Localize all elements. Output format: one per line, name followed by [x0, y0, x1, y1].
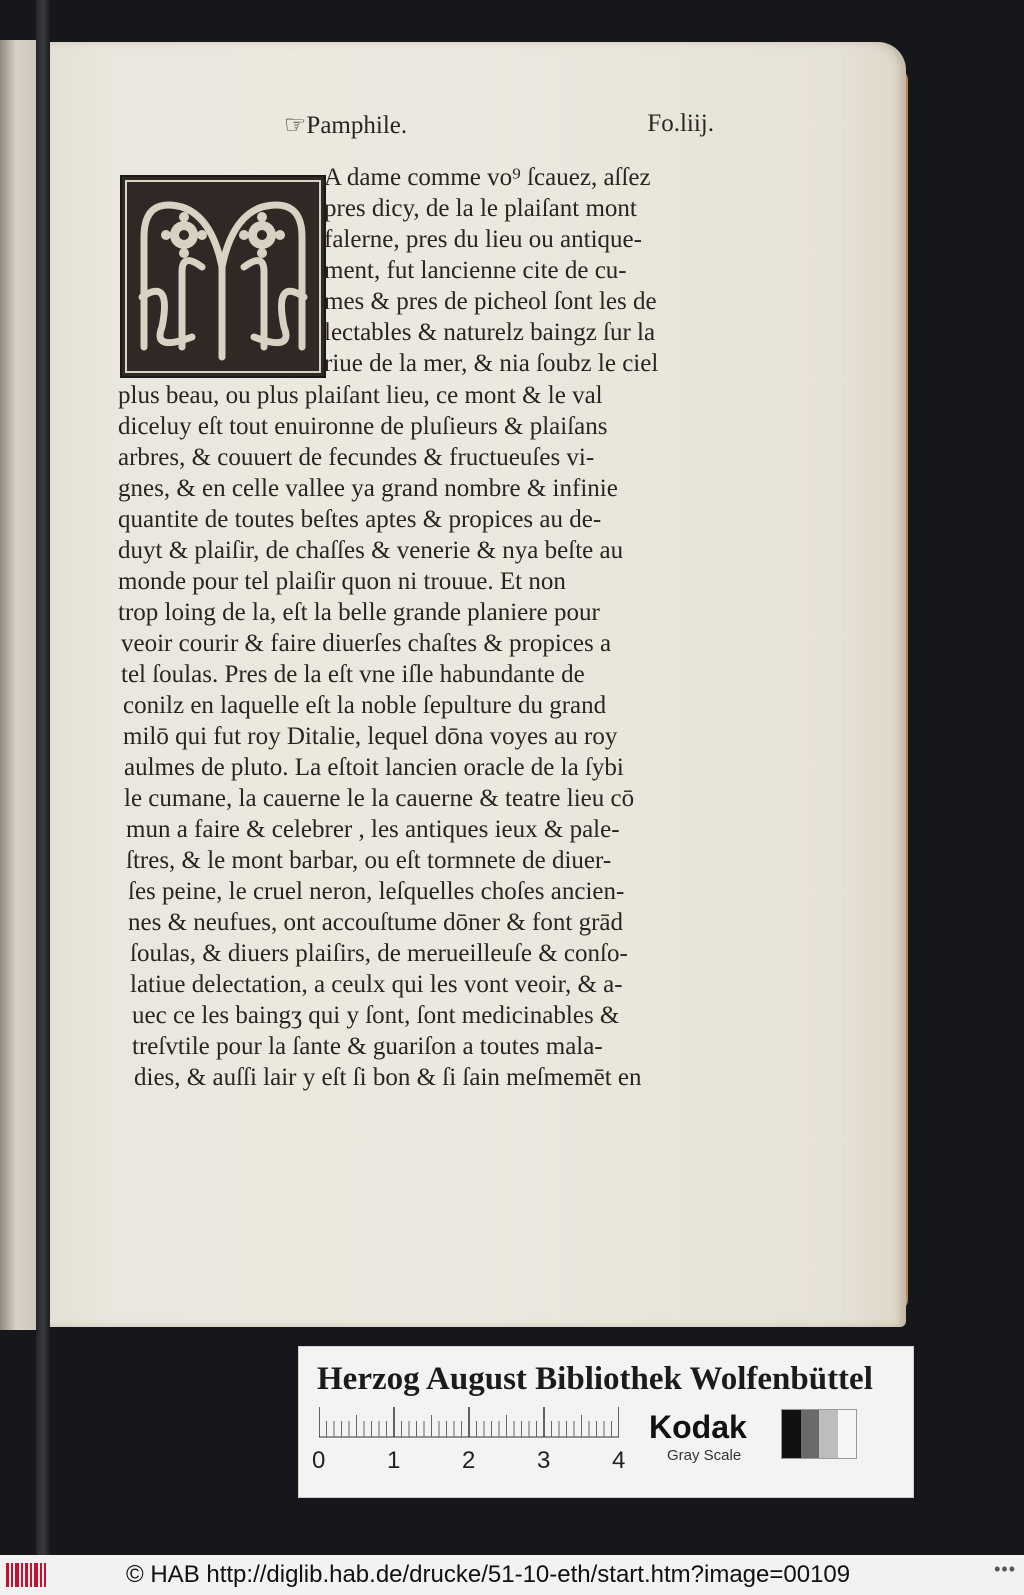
book-spine [36, 0, 50, 1555]
text-line: mun a faire & celebrer , les antiques ieux & pale- [126, 816, 620, 843]
text-line: trop loing de la, eſt la belle grande planiere pour [118, 599, 600, 626]
footer-credit-link[interactable]: © HAB http://diglib.hab.de/drucke/51-10-eth/start.htm?image=00109 [126, 1561, 851, 1588]
page-header [284, 110, 714, 150]
hab-barcode-logo-icon [4, 1559, 48, 1591]
text-line: ment, fut lancienne cite de cu- [324, 257, 627, 284]
text-line: lectables & naturelz baingz ſur la [324, 319, 656, 346]
text-line: A dame comme vo⁹ ſcauez, aſſez [324, 164, 651, 191]
text-line: pres dicy, de la le plaiſant mont [324, 195, 637, 222]
running-head: ☞Pamphile. [284, 112, 408, 139]
text-line: ſes peine, le cruel neron, leſquelles choſes ancien- [128, 878, 625, 905]
text-line: duyt & plaiſir, de chaſſes & venerie & nya beſte au [118, 537, 624, 564]
text-line: diceluy eſt tout enuironne de pluſieurs & plaiſans [118, 413, 608, 440]
text-line: milō qui fut roy Ditalie, lequel dōna voyes au roy [123, 723, 618, 750]
gray-patch [819, 1410, 838, 1458]
text-line: aulmes de pluto. La eſtoit lancien oracle de la ſybi [124, 754, 624, 781]
color-reference-card [298, 1346, 914, 1498]
gray-patches [781, 1409, 857, 1459]
text-line: arbres, & couuert de fecundes & fructueuſes vi- [118, 444, 595, 471]
text-line: treſvtile pour la ſante & guariſon a toutes mala- [132, 1033, 603, 1060]
ornament-initial-icon [122, 177, 324, 376]
text-line: le cumane, la cauerne le la cauerne & teatre lieu cō [124, 785, 635, 812]
text-line: riue de la mer, & nia ſoubz le ciel [324, 350, 659, 377]
text-line: conilz en laquelle eſt la noble ſepulture du grand [123, 692, 607, 719]
gray-scale-label: Gray Scale [667, 1447, 742, 1464]
text-line: veoir courir & faire diuerſes chaſtes & propices a [121, 630, 612, 657]
decorated-initial [120, 175, 326, 378]
pointing-hand-icon: ☞ [284, 112, 307, 139]
text-line: ſtres, & le mont barbar, ou eſt tormnete de diuer- [126, 847, 612, 874]
text-line: tel ſoulas. Pres de la eſt vne iſle habundante de [121, 661, 585, 688]
text-line: dies, & auſſi lair y eſt ſi bon & ſi ſain meſmemēt en [134, 1064, 642, 1091]
footer-bar [0, 1555, 1024, 1595]
text-line: monde pour tel plaiſir quon ni trouue. Et non [118, 568, 566, 595]
text-line: latiue delectation, a ceulx qui les vont veoir, & a- [130, 971, 623, 998]
gray-patch [801, 1410, 820, 1458]
ruler-number: 2 [462, 1447, 476, 1474]
gray-patch [838, 1410, 857, 1458]
kodak-logo: Kodak [649, 1409, 747, 1445]
library-name: Herzog August Bibliothek Wolfenbüttel [317, 1361, 873, 1397]
ruler-number: 1 [387, 1447, 401, 1474]
text-line: plus beau, ou plus plaiſant lieu, ce mont & le val [118, 382, 603, 409]
gray-patch [782, 1410, 801, 1458]
text-line: ſoulas, & diuers plaiſirs, de merueilleuſe & conſo- [130, 940, 628, 967]
previous-page-edge [0, 40, 38, 1330]
ruler-number: 0 [312, 1447, 326, 1474]
ruler-number: 3 [537, 1447, 551, 1474]
text-line: nes & neufues, ont accouſtume dōner & font grād [128, 909, 623, 936]
folio-number: Fo.liij. [647, 110, 714, 137]
text-line: gnes, & en celle vallee ya grand nombre & infinie [118, 475, 618, 502]
text-line: mes & pres de picheol ſont les de [324, 288, 657, 315]
text-line: uec ce les baingʒ qui y ſont, ſont medicinables & [132, 1002, 620, 1029]
more-options-icon[interactable]: ••• [994, 1559, 1016, 1579]
text-line: falerne, pres du lieu ou antique- [324, 226, 642, 253]
ruler-number: 4 [612, 1447, 626, 1474]
text-line: quantite de toutes beſtes aptes & propices au de- [118, 506, 602, 533]
